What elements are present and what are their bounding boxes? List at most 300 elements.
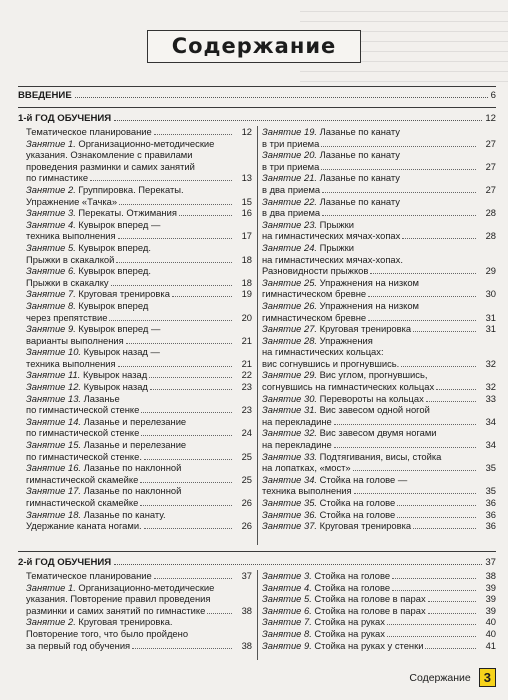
- entry-line: [262, 230, 478, 242]
- entry-text: проведения разминки и самих занятий: [26, 160, 195, 172]
- leader-dots: [144, 528, 232, 529]
- page-title-wrap: [0, 30, 508, 63]
- entry-line: [26, 312, 234, 324]
- entry-text: Упражнения: [319, 334, 373, 346]
- entry-page-number: 17: [241, 230, 252, 242]
- leader-dots: [413, 528, 476, 529]
- entry-line: [262, 346, 478, 358]
- lesson-number: Занятие 6.: [26, 265, 76, 277]
- entry-text: Вис завесом двумя ногами: [319, 427, 437, 439]
- entry-line: [26, 451, 234, 463]
- lesson-number: Занятие 32.: [262, 427, 318, 439]
- lesson-number: Занятие 24.: [262, 241, 318, 253]
- leader-dots: [392, 590, 476, 591]
- toc-entry[interactable]: [26, 323, 252, 346]
- intro-heading[interactable]: [18, 90, 496, 101]
- leader-dots: [154, 134, 232, 135]
- entry-text: Прыжки в скакалкой: [26, 253, 115, 265]
- lesson-number: Занятие 19.: [262, 126, 318, 137]
- toc-entry[interactable]: [26, 582, 252, 617]
- leader-dots: [436, 389, 476, 390]
- entry-line: [262, 288, 478, 300]
- toc-entry[interactable]: [26, 242, 252, 265]
- column-divider: [257, 570, 258, 660]
- toc-entry[interactable]: [262, 300, 496, 323]
- toc-entry[interactable]: [262, 323, 496, 335]
- toc-entry[interactable]: [26, 184, 252, 207]
- lesson-number: Занятие 37.: [262, 520, 318, 532]
- entry-text: Прыжки: [319, 218, 354, 230]
- entry-text: гимнастической скамейке: [26, 473, 139, 485]
- entry-text: указания. Ознакомление с правилами: [26, 149, 193, 161]
- entry-text: Кувырок назад: [83, 381, 148, 393]
- entry-line: [26, 219, 234, 231]
- entry-text: техника выполнения: [262, 485, 352, 497]
- entry-line: [262, 462, 478, 474]
- entry-line: [26, 462, 234, 474]
- entry-text: на гимнастических кольцах:: [262, 346, 384, 358]
- leader-dots: [140, 505, 232, 506]
- entry-line: [262, 616, 478, 628]
- entry-line: [26, 161, 234, 173]
- leader-dots: [370, 273, 476, 274]
- entry-line: [262, 381, 478, 393]
- page-title: Содержание: [147, 30, 362, 63]
- entry-line: [26, 404, 234, 416]
- lesson-number: Занятие 7.: [262, 616, 312, 628]
- entry-line: [26, 230, 234, 242]
- entry-text: по гимнастической стенке.: [26, 450, 142, 462]
- leader-dots: [141, 412, 232, 413]
- toc-entry[interactable]: [26, 288, 252, 300]
- entry-line: [262, 369, 478, 381]
- lesson-number: Занятие 21.: [262, 172, 318, 184]
- entry-line: [26, 288, 234, 300]
- entry-text: Упражнения на низком: [319, 299, 419, 311]
- toc-entry[interactable]: [262, 605, 496, 617]
- entry-line: [26, 300, 234, 312]
- entry-line: [26, 416, 234, 428]
- toc-entry[interactable]: [26, 393, 252, 416]
- leader-dots: [322, 192, 476, 193]
- lesson-number: Занятие 4.: [262, 581, 312, 593]
- entry-text: в два приема: [262, 207, 321, 219]
- leader-dots: [114, 564, 482, 565]
- entry-text: варианты выполнения: [26, 334, 124, 346]
- entry-line: [262, 172, 478, 184]
- leader-dots: [428, 601, 476, 602]
- entry-line: [26, 474, 234, 486]
- toc-entry[interactable]: [262, 570, 496, 582]
- entry-text: разминки и самих занятий по гимнастике: [26, 604, 206, 616]
- entry-text: Круговая тренировка: [319, 520, 412, 532]
- entry-line: [262, 323, 478, 335]
- year2-heading[interactable]: [18, 557, 496, 568]
- entry-text: Тематическое планирование: [26, 126, 152, 137]
- toc-entry[interactable]: [262, 219, 496, 242]
- entry-line: [262, 485, 478, 497]
- toc-entry[interactable]: [262, 196, 496, 219]
- entry-page-number: 37: [241, 570, 252, 581]
- entry-text: через препятствие: [26, 311, 108, 323]
- lesson-number: Занятие 10.: [26, 346, 82, 358]
- entry-line: [262, 497, 478, 509]
- entry-page-number: 35: [485, 485, 496, 497]
- lesson-number: Занятие 33.: [262, 450, 318, 462]
- toc-entry[interactable]: [262, 149, 496, 172]
- toc-entry[interactable]: [26, 381, 252, 393]
- entry-text: Лазанье по канату: [319, 195, 400, 207]
- entry-text: на лопатках, «мост»: [262, 462, 351, 474]
- leader-dots: [368, 296, 476, 297]
- entry-line: [26, 254, 234, 266]
- leader-dots: [321, 169, 476, 170]
- lesson-number: Занятие 8.: [26, 299, 76, 311]
- toc-entry[interactable]: [262, 582, 496, 594]
- entry-line: [26, 126, 234, 138]
- entry-page-number: 36: [485, 497, 496, 508]
- entry-text: Вис углом, прогнувшись,: [319, 369, 428, 381]
- toc-entry[interactable]: [26, 416, 252, 439]
- entry-line: [26, 358, 234, 370]
- entry-text: Кувырок вперед.: [78, 265, 151, 277]
- entry-text: Упражнения на низком: [319, 276, 419, 288]
- toc-entry[interactable]: [262, 172, 496, 195]
- entry-text: Организационно-методические: [78, 137, 215, 149]
- entry-text: Организационно-методические: [78, 581, 215, 593]
- entry-text: Круговая тренировка: [78, 288, 170, 300]
- entry-text: Упражнение «Тачка»: [26, 195, 118, 207]
- entry-text: Вис завесом одной ногой: [319, 404, 430, 416]
- lesson-number: Занятие 9.: [26, 323, 76, 335]
- lesson-number: Занятие 22.: [262, 195, 318, 207]
- leader-dots: [353, 470, 476, 471]
- leader-dots: [401, 366, 476, 367]
- toc-entry[interactable]: [262, 126, 496, 149]
- leader-dots: [114, 120, 482, 121]
- entry-page-number: 40: [485, 627, 496, 639]
- year1-page: 12: [485, 113, 496, 124]
- lesson-number: Занятие 31.: [262, 404, 318, 416]
- leader-dots: [334, 424, 476, 425]
- entry-page-number: 24: [241, 427, 252, 439]
- entry-text: Подтягивания, висы, стойка: [319, 450, 442, 462]
- entry-text: техника выполнения: [26, 357, 116, 369]
- entry-text: Круговая тренировка: [319, 323, 412, 335]
- entry-line: [262, 520, 478, 532]
- entry-text: Группировка. Перекаты.: [78, 183, 184, 195]
- toc-entry[interactable]: [262, 628, 496, 640]
- entry-line: [262, 196, 478, 208]
- entry-text: Повторение того, что было пройдено: [26, 627, 189, 639]
- entry-line: [262, 474, 478, 486]
- entry-line: [262, 242, 478, 254]
- entry-line: [262, 358, 478, 370]
- entry-text: в три приема: [262, 160, 320, 172]
- entry-page-number: 34: [485, 439, 496, 451]
- lesson-number: Занятие 15.: [26, 439, 82, 451]
- entry-text: Стойка на руках у стенки: [314, 639, 424, 651]
- toc-entry[interactable]: [262, 369, 496, 392]
- entry-text: по гимнастической стенке: [26, 427, 140, 439]
- entry-line: [262, 300, 478, 312]
- lesson-number: Занятие 23.: [262, 218, 318, 230]
- entry-line: [26, 346, 234, 358]
- leader-dots: [334, 447, 476, 448]
- entry-line: [262, 640, 478, 652]
- entry-line: [26, 427, 234, 439]
- toc-entry[interactable]: [26, 439, 252, 462]
- lesson-number: Занятие 16.: [26, 462, 82, 474]
- toc-entry[interactable]: [262, 640, 496, 652]
- leader-dots: [150, 389, 232, 390]
- toc-entry[interactable]: [262, 520, 496, 532]
- toc-entry[interactable]: [26, 207, 252, 219]
- entry-text: Лазанье по наклонной: [83, 485, 182, 497]
- entry-line: [262, 138, 478, 150]
- entry-page-number: 25: [241, 450, 252, 462]
- entry-line: [26, 520, 234, 532]
- entry-text: Перекаты. Отжимания: [78, 207, 177, 219]
- entry-line: [262, 149, 478, 161]
- entry-text: Кувырок назад: [82, 369, 148, 381]
- toc-entry[interactable]: [262, 277, 496, 300]
- toc-entry[interactable]: [262, 242, 496, 277]
- lesson-number: Занятие 20.: [262, 149, 318, 161]
- entry-text: Стойка на голове —: [319, 473, 408, 485]
- entry-line: [26, 616, 234, 628]
- entry-text: Стойка на голове: [314, 570, 391, 581]
- entry-text: за первый год обучения: [26, 639, 131, 651]
- entry-page-number: 28: [485, 230, 496, 242]
- leader-dots: [172, 296, 232, 297]
- toc-entry[interactable]: [26, 485, 252, 508]
- entry-text: Стойка на голове в парах: [314, 604, 426, 616]
- leader-dots: [397, 517, 476, 518]
- leader-dots: [402, 238, 476, 239]
- footer-label: Содержание: [409, 671, 471, 684]
- entry-text: Стойка на голове: [319, 497, 396, 508]
- entry-page-number: 32: [485, 357, 496, 369]
- entry-line: [26, 323, 234, 335]
- intro-page: 6: [490, 90, 496, 101]
- leader-dots: [387, 624, 476, 625]
- toc-entry[interactable]: [262, 393, 496, 405]
- entry-page-number: 36: [485, 520, 496, 532]
- lesson-number: Занятие 29.: [262, 369, 318, 381]
- lesson-number: Занятие 3.: [262, 570, 312, 581]
- entry-text: по гимнастике: [26, 172, 89, 184]
- toc-entry[interactable]: [26, 219, 252, 242]
- entry-line: [262, 265, 478, 277]
- lesson-number: Занятие 7.: [26, 288, 76, 300]
- entry-text: в два приема: [262, 183, 321, 195]
- leader-dots: [154, 578, 232, 579]
- leader-dots: [149, 377, 232, 378]
- entry-text: Прыжки: [319, 241, 354, 253]
- entry-line: [262, 416, 478, 428]
- lesson-number: Занятие 12.: [26, 381, 82, 393]
- entry-line: [262, 161, 478, 173]
- toc-entry[interactable]: [26, 509, 252, 532]
- entry-page-number: 36: [485, 508, 496, 520]
- leader-dots: [109, 320, 232, 321]
- toc-entry[interactable]: [262, 509, 496, 521]
- lesson-number: Занятие 25.: [262, 276, 318, 288]
- entry-line: [26, 381, 234, 393]
- entry-line: [26, 628, 234, 640]
- entry-page-number: 33: [485, 392, 496, 404]
- entry-line: [26, 242, 234, 254]
- entry-page-number: 39: [485, 581, 496, 593]
- entry-line: [26, 509, 234, 521]
- entry-text: Лазанье по канату: [319, 172, 400, 184]
- toc-entry[interactable]: [26, 138, 252, 184]
- lesson-number: Занятие 27.: [262, 323, 318, 335]
- entry-text: Перевороты на кольцах: [319, 392, 424, 404]
- entry-text: Лазанье и перелезание: [83, 439, 187, 451]
- lesson-number: Занятие 14.: [26, 415, 82, 427]
- leader-dots: [322, 215, 476, 216]
- entry-text: Лазанье: [83, 392, 120, 404]
- divider: [18, 86, 496, 87]
- entry-line: [262, 254, 478, 266]
- entry-text: Разновидности прыжков: [262, 265, 369, 277]
- entry-line: [262, 451, 478, 463]
- toc-entry[interactable]: [26, 616, 252, 651]
- year1-heading[interactable]: [18, 113, 496, 124]
- entry-page-number: 27: [485, 183, 496, 195]
- entry-line: [26, 277, 234, 289]
- lesson-number: Занятие 17.: [26, 485, 82, 497]
- leader-dots: [321, 146, 476, 147]
- entry-page-number: 31: [485, 311, 496, 323]
- entry-line: [26, 172, 234, 184]
- entry-line: [262, 277, 478, 289]
- lesson-number: Занятие 8.: [262, 627, 312, 639]
- entry-line: [26, 265, 234, 277]
- entry-page-number: 25: [241, 473, 252, 485]
- entry-page-number: 13: [241, 172, 252, 184]
- entry-page-number: 20: [241, 311, 252, 323]
- lesson-number: Занятие 11.: [26, 369, 81, 381]
- entry-text: Стойка на голове в парах: [314, 593, 426, 605]
- intro-label: ВВЕДЕНИЕ: [18, 90, 72, 101]
- entry-text: гимнастическом бревне: [262, 288, 367, 300]
- entry-page-number: 32: [485, 381, 496, 393]
- entry-line: [262, 393, 478, 405]
- lesson-number: Занятие 2.: [26, 183, 76, 195]
- entry-page-number: 21: [241, 357, 252, 369]
- entry-line: [26, 485, 234, 497]
- entry-line: [26, 593, 234, 605]
- entry-page-number: 18: [241, 253, 252, 265]
- year1-left-column: [26, 126, 252, 532]
- toc-entry[interactable]: [262, 427, 496, 450]
- toc-entry[interactable]: [26, 265, 252, 288]
- entry-line: [26, 184, 234, 196]
- entry-text: Кувырок назад —: [83, 346, 160, 358]
- leader-dots: [179, 215, 232, 216]
- entry-text: Лазанье и перелезание: [83, 415, 187, 427]
- entry-page-number: 18: [241, 276, 252, 288]
- toc-entry[interactable]: [262, 451, 496, 474]
- entry-text: Кувырок вперед: [78, 299, 149, 311]
- entry-line: [26, 138, 234, 150]
- leader-dots: [392, 578, 476, 579]
- leader-dots: [75, 97, 488, 98]
- toc-entry[interactable]: [26, 462, 252, 485]
- entry-line: [262, 126, 478, 138]
- toc-entry[interactable]: [262, 497, 496, 509]
- lesson-number: Занятие 5.: [26, 241, 76, 253]
- leader-dots: [119, 204, 232, 205]
- page-number: 3: [479, 668, 496, 687]
- toc-entry[interactable]: [262, 404, 496, 427]
- year2-right-column: [262, 570, 496, 651]
- entry-line: [262, 582, 478, 594]
- lesson-number: Занятие 5.: [262, 593, 312, 605]
- entry-page-number: 22: [241, 369, 252, 381]
- toc-entry[interactable]: [262, 474, 496, 497]
- entry-text: гимнастическом бревне: [262, 311, 367, 323]
- entry-line: [262, 207, 478, 219]
- entry-text: техника выполнения: [26, 230, 116, 242]
- lesson-number: Занятие 18.: [26, 508, 82, 520]
- toc-entry[interactable]: [262, 616, 496, 628]
- entry-page-number: 23: [241, 404, 252, 416]
- toc-entry[interactable]: [26, 369, 252, 381]
- entry-text: на перекладине: [262, 415, 332, 427]
- entry-text: Лазанье по канату.: [83, 508, 166, 520]
- leader-dots: [428, 613, 476, 614]
- entry-line: [26, 149, 234, 161]
- entry-page-number: 29: [485, 265, 496, 277]
- entry-text: на гимнастических мячах-хопах: [262, 230, 401, 242]
- entry-page-number: 21: [241, 334, 252, 346]
- leader-dots: [126, 343, 232, 344]
- entry-line: [262, 312, 478, 324]
- leader-dots: [425, 648, 476, 649]
- entry-page-number: 27: [485, 137, 496, 149]
- lesson-number: Занятие 4.: [26, 218, 76, 230]
- toc-entry[interactable]: [26, 346, 252, 369]
- entry-page-number: 16: [241, 207, 252, 219]
- toc-entry[interactable]: [26, 300, 252, 323]
- entry-text: Лазанье по наклонной: [83, 462, 182, 474]
- entry-line: [262, 427, 478, 439]
- entry-text: Кувырок вперед —: [78, 218, 161, 230]
- lesson-number: Занятие 9.: [262, 639, 312, 651]
- entry-text: на гимнастических мячах-хопах.: [262, 253, 403, 265]
- toc-entry[interactable]: [26, 570, 252, 582]
- entry-text: Стойка на голове: [319, 508, 396, 520]
- entry-page-number: 27: [485, 160, 496, 172]
- entry-text: согнувшись на гимнастических кольцах: [262, 381, 435, 393]
- entry-text: по гимнастической стенке: [26, 404, 140, 416]
- entry-line: [26, 196, 234, 208]
- entry-line: [262, 628, 478, 640]
- entry-page-number: 35: [485, 462, 496, 474]
- toc-entry[interactable]: [26, 126, 252, 138]
- entry-line: [262, 439, 478, 451]
- entry-line: [26, 582, 234, 594]
- toc-entry[interactable]: [262, 335, 496, 370]
- entry-page-number: 19: [241, 288, 252, 300]
- toc-entry[interactable]: [262, 593, 496, 605]
- entry-text: Круговая тренировка.: [78, 616, 173, 628]
- lesson-number: Занятие 6.: [262, 604, 312, 616]
